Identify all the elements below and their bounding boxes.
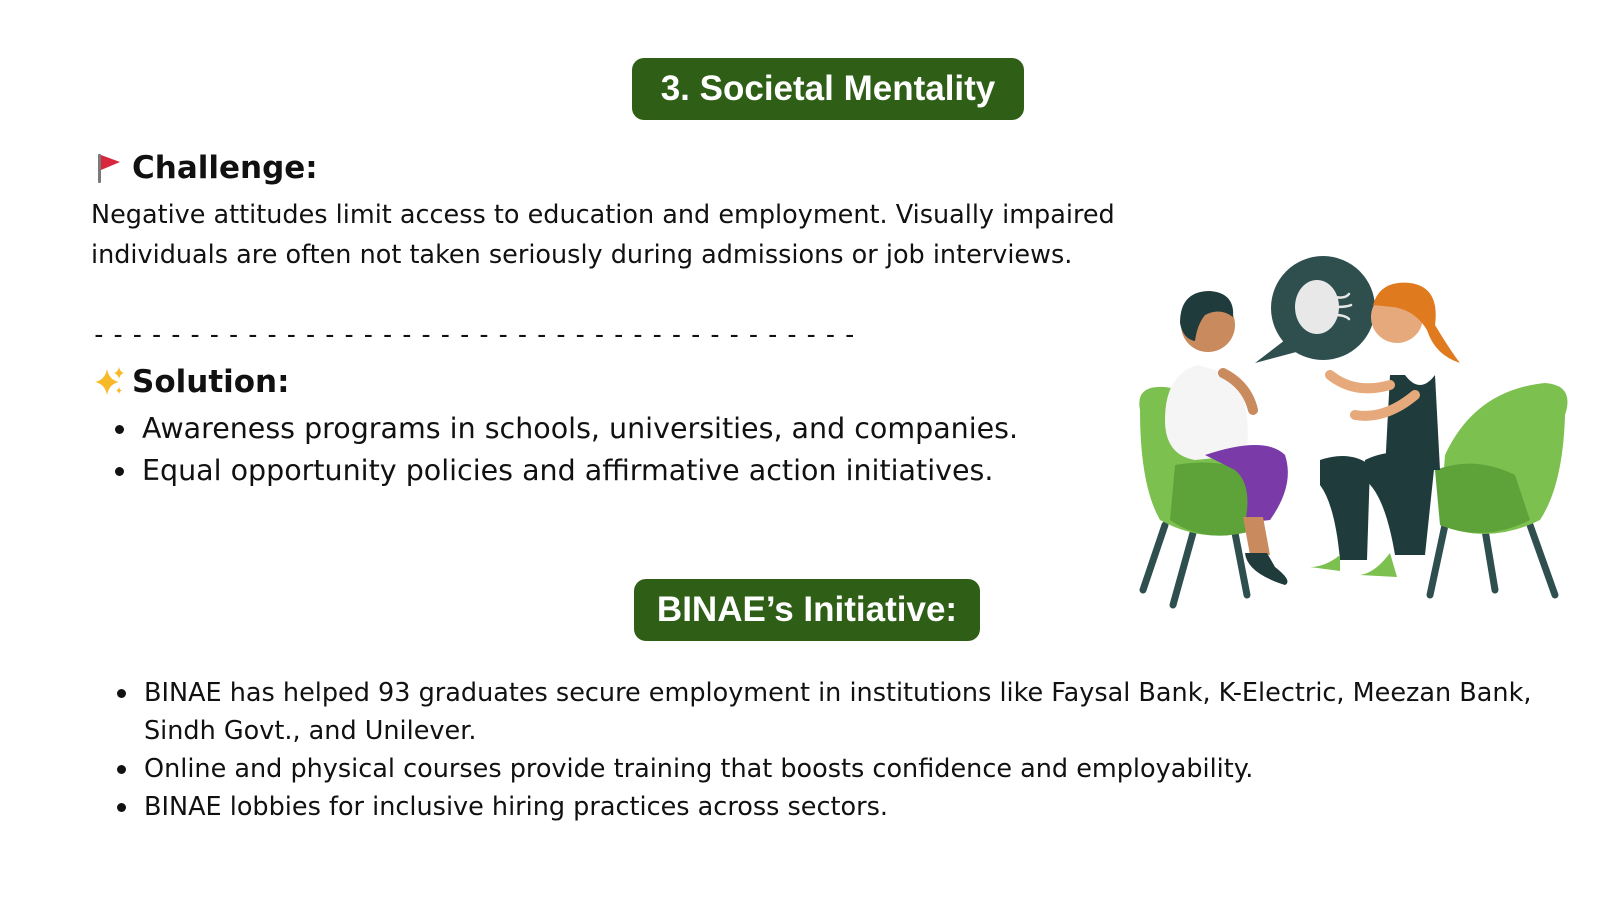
solution-heading-label: Solution:: [132, 364, 290, 400]
initiative-list: [117, 674, 1582, 826]
solution-heading: [92, 364, 290, 400]
challenge-heading: [92, 150, 318, 186]
conversation-illustration: [1135, 255, 1575, 620]
left-person: [1165, 291, 1288, 585]
speech-bubble-icon: [1255, 256, 1375, 363]
solution-item: Awareness programs in schools, universities, and companies.: [115, 408, 1018, 450]
initiative-item: BINAE lobbies for inclusive hiring practices across sectors.: [117, 788, 1582, 826]
solution-list: [115, 408, 1018, 492]
page-title: 3. Societal Mentality: [632, 58, 1024, 120]
challenge-heading-label: Challenge:: [132, 150, 318, 186]
divider: ----------------------------------------: [91, 320, 862, 350]
sparkles-icon: [92, 365, 126, 399]
right-chair: [1430, 383, 1568, 595]
challenge-text: Negative attitudes limit access to education and employment. Visually impaired individuals are often not taken seriously during admissions or job interviews.: [91, 200, 1115, 270]
solution-item: Equal opportunity policies and affirmative action initiatives.: [115, 450, 1018, 492]
triangular-flag-icon: [92, 151, 126, 185]
initiative-item: BINAE has helped 93 graduates secure employment in institutions like Faysal Bank, K-Electric, Meezan Bank, Sindh Govt., and Unilever.: [117, 674, 1582, 750]
initiative-item: Online and physical courses provide training that boosts confidence and employability.: [117, 750, 1582, 788]
initiative-heading: BINAE’s Initiative:: [634, 579, 980, 641]
